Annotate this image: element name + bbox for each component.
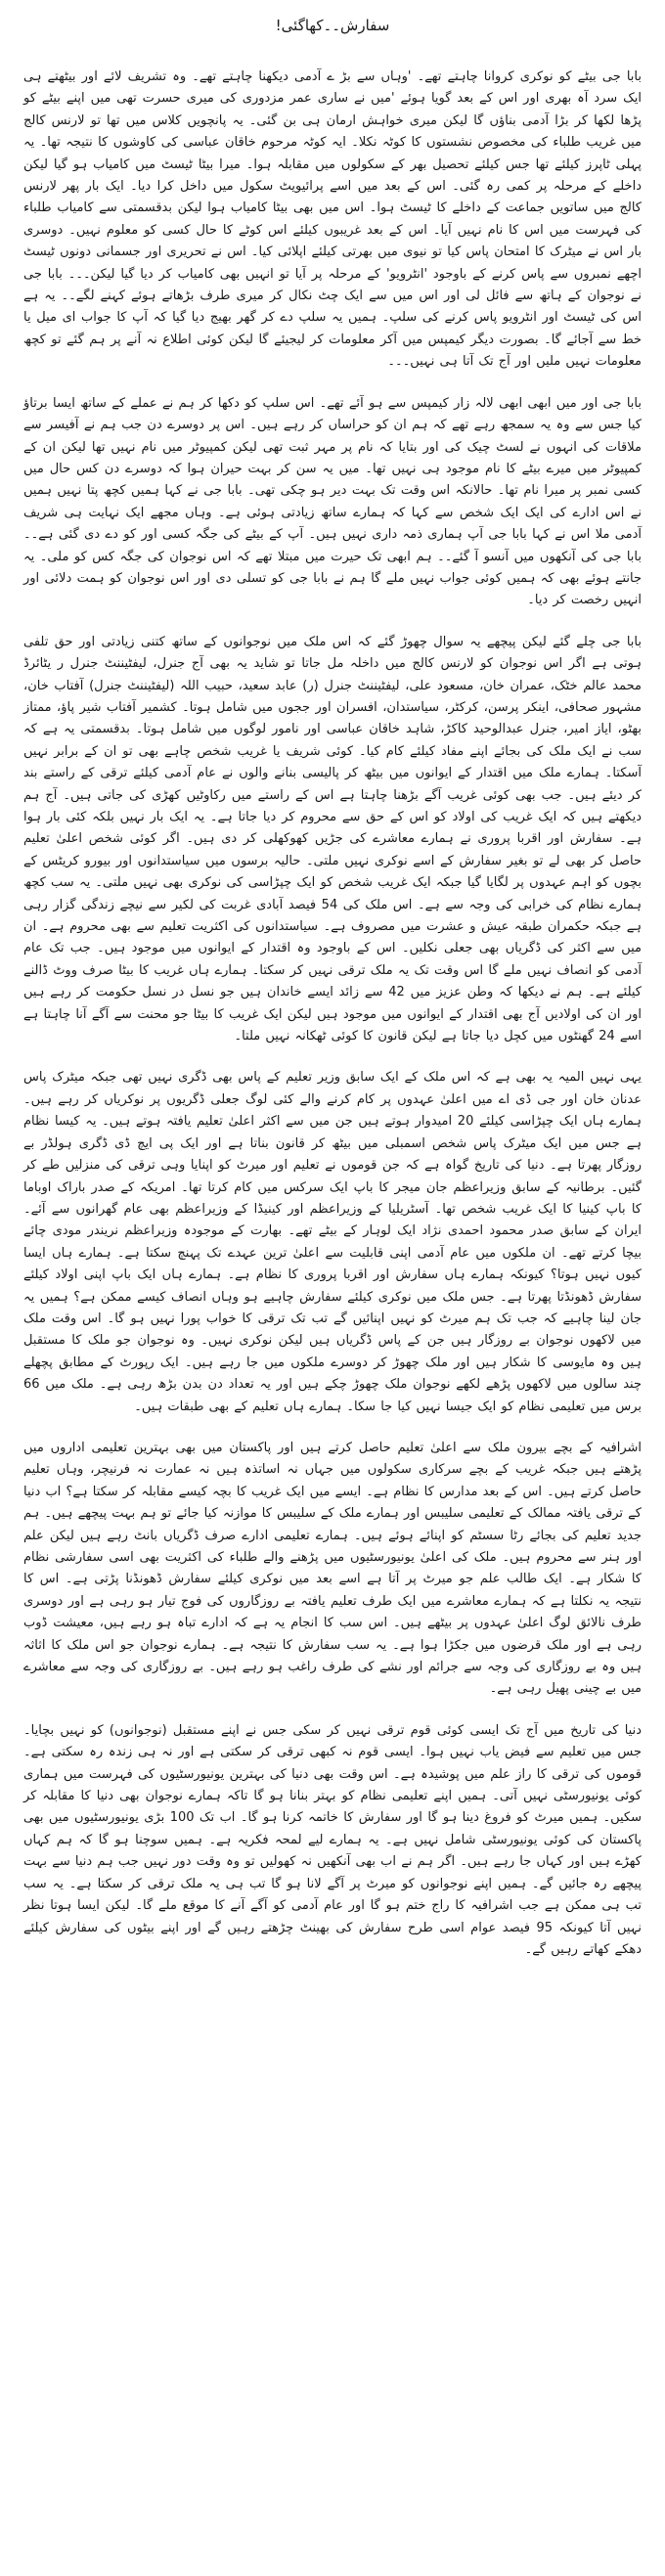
article-paragraph-2: بابا جی اور میں ابھی ابھی لالہ زار کیمپس سے ہو آئے تھے۔ اس سلپ کو دکھا کر ہم نے عملے کے ساتھ ایسا برتاؤ کیا جس سے وہ یہ سمجھ رہے تھے کہ ہم ان کو حراساں کر رہے ہیں۔ اس پر دوسرے دن جب ہم نے آفیسر سے ملاقات کی انہوں نے لسٹ چیک کی اور بتایا کہ نام پر مہر ثبت تھی لیکن کمپیوٹر میں نام نہیں تھا لیکن ان کے کمپیوٹر میں میرے بیٹے کا نام موجود ہی نہیں تھا۔ میں یہ سن کر بہت حیران ہوا کہ دوسرے دن کس حال میں کسی نمبر پر میرا نام تھا۔ حالانکہ اس وقت تک بہت دیر ہو چکی تھی۔ بابا جی نے کہا ہمیں کچھ پتا نہیں ہمیں نے اس ادارے کی ایک ایک شخص سے کہا کہ ہمارے ساتھ زیادتی ہوئی ہے۔ وہاں مجھے ایک نہایت ہی شریف آدمی ملا اس نے کہا بابا جی آپ ہماری ذمہ داری نہیں ہیں۔ آپ کے بیٹے کی جگہ کسی اور کو دے دی گئی ہے۔۔ بابا جی کی آنکھوں میں آنسو آ گئے۔۔ ہم ابھی تک حیرت میں مبتلا تھے کہ اس نوجوان کی جگہ کس کو ملی۔ یہ جانتے ہوئے بھی کہ ہمیں کوئی جواب نہیں ملے گا ہم نے بابا جی کو تسلی دی اور اس نوجوان کو ہمت دلائی اور انہیں رخصت کر دیا۔ bbox=[23, 395, 642, 608]
article-paragraph-6: دنیا کی تاریخ میں آج تک ایسی کوئی قوم ترقی نہیں کر سکی جس نے اپنے مستقبل (نوجوانوں) کو نہیں بچایا۔ جس میں تعلیم سے فیض یاب نہیں ہوا۔ ایسی قوم نہ کبھی ترقی کر سکتی ہے اور نہ ہی زندہ رہ سکتی ہے۔ قوموں کی ترقی کا راز علم میں پوشیدہ ہے۔ اس وقت بھی دنیا کی بہترین یونیورسٹیوں کی فہرست میں ہماری کوئی یونیورسٹی نہیں آتی۔ ہمیں اپنے تعلیمی نظام کو بہتر بنانا ہو گا تاکہ ہمارے نوجوان بھی دنیا کا مقابلہ کر سکیں۔ ہمیں میرٹ کو فروغ دینا ہو گا اور سفارش کا خاتمہ کرنا ہو گا۔ اب تک 100 بڑی یونیورسٹیوں میں بھی پاکستان کی کوئی یونیورسٹی شامل نہیں ہے۔ یہ ہمارے لیے لمحہ فکریہ ہے۔ ہمیں سوچنا ہو گا کہ ہم کہاں کھڑے ہیں اور کہاں جا رہے ہیں۔ اگر ہم نے اب بھی آنکھیں نہ کھولیں تو وہ وقت دور نہیں جب ہم دنیا سے بہت پیچھے رہ جائیں گے۔ ہمیں اپنے نوجوانوں کو میرٹ پر آگے لانا ہو گا تب ہی یہ ملک ترقی کر سکتا ہے۔ یہ سب تب ہی ممکن ہے جب اشرافیہ کا راج ختم ہو گا اور عام آدمی کو آگے آنے کا موقع ملے گا۔ لیکن ایسا ہوتا نظر نہیں آتا کیونکہ 95 فیصد عوام اسی طرح سفارش کی بھینٹ چڑھتے رہیں گے اور اپنے بیٹوں کی سفارش کیلئے دھکے کھاتے رہیں گے۔ bbox=[23, 1722, 643, 1957]
article-paragraph-3: بابا جی چلے گئے لیکن پیچھے یہ سوال چھوڑ گئے کہ اس ملک میں نوجوانوں کے ساتھ کتنی زیادتی اور حق تلفی ہوتی ہے اگر اس نوجوان کو لارنس کالج میں داخلہ مل جاتا تو شاید یہ بھی آج جنرل، لیفٹیننٹ جنرل ر یٹائرڈ محمد عالم خٹک، عمران خان، مسعود علی، لیفٹیننٹ جنرل (ر) عابد سعید، حبیب اللہ (لیفٹیننٹ جنرل) آفتاب خان، مشہور صحافی، اینکر پرسن، کرکٹر، سیاستدان، افسران اور ججوں میں شامل ہوتا۔ کشمیر آفتاب شیر پاؤ، ممتاز بھٹو، ایاز امیر، جنرل عبدالوحید کاکڑ، شاہد خاقان عباسی اور نامور لوگوں میں شامل ہوتا۔ بدقسمتی یہ ہے کہ سب نے ایک ملک کی بجائے اپنے مفاد کیلئے کام کیا۔ کوئی شریف یا غریب شخص چاہے بھی تو ان کے برابر نہیں آسکتا۔ ہمارے ملک میں اقتدار کے ایوانوں میں بیٹھ کر پالیسی بنانے والوں نے عام آدمی کیلئے ترقی کے راستے بند کر دیئے ہیں۔ جب بھی کوئی غریب آگے بڑھنا چاہتا ہے اس کے راستے میں رکاوٹیں کھڑی کی جاتی ہیں۔ آج ہم دیکھتے ہیں کہ ایک غریب کی اولاد کو اس کے حق سے محروم کر دیا جاتا ہے۔ یہ ایک بار نہیں بلکہ کئی بار ہوا ہے۔ سفارش اور اقربا پروری نے ہمارے معاشرے کی جڑیں کھوکھلی کر دی ہیں۔ اگر کوئی شخص اعلیٰ تعلیم حاصل کر بھی لے تو بغیر سفارش کے اسے نوکری نہیں ملتی۔ حالیہ برسوں میں سیاستدانوں اور بیورو کریٹس کے بچوں کو اہم عہدوں پر لگایا گیا جبکہ ایک غریب شخص کو ایک چپڑاسی کی نوکری بھی نہیں ملتی۔ یہ سب کچھ ہمارے نظام کی خرابی کی وجہ سے ہے۔ اس ملک کی 54 فیصد آبادی غربت کی لکیر سے نیچے زندگی گزار رہی ہے جبکہ حکمران طبقہ عیش و عشرت میں مصروف ہے۔ سیاستدانوں کی اکثریت تعلیم سے بھی محروم ہے۔ ان میں سے اکثر کی ڈگریاں بھی جعلی نکلیں۔ اس کے باوجود وہ اقتدار کے ایوانوں میں موجود ہیں۔ جب تک عام آدمی کو انصاف نہیں ملے گا اس وقت تک یہ ملک ترقی نہیں کر سکتا۔ ہمارے ہاں غریب کا بیٹا صرف ووٹ ڈالنے کیلئے ہے۔ ہم نے دیکھا کہ وطن عزیز میں 42 سے زائد ایسے خاندان ہیں جو نسل در نسل حکومت کر رہے ہیں اور ان کی اولادیں آج بھی اقتدار کے ایوانوں میں موجود ہیں لیکن ایک غریب کا بیٹا جو محنت سے آگے آنا چاہتا ہے اسے 24 گھنٹوں میں کچل دیا جاتا ہے لیکن قانون کا کوئی ٹھکانہ نہیں ملتا۔ bbox=[23, 634, 642, 1044]
article-title: سفارش۔۔کھاگئی! bbox=[275, 17, 390, 34]
article-paragraph-1: بابا جی بیٹے کو نوکری کروانا چاہتے تھے۔ 'وہاں سے بڑ ے آدمی دیکھنا چاہتے تھے۔ وہ تشریف لائے اور بیٹھتے ہی ایک سرد آہ بھری اور اس کے بعد گویا ہوئے 'میں نے ساری عمر مزدوری کی میری حسرت تھی میں اپنے بیٹے کو پڑھا لکھا کر بڑا آدمی بناؤں گا لیکن میری خواہش ارمان ہی بن گئی۔ یہ پانچویں کلاس میں تھا تو لارنس کالج میں غریب طلباء کی مخصوص نشستوں کا کوٹہ نکلا۔ ایہ کوٹہ مرحوم خاقان عباسی کی کاوشوں کا نتیجہ تھا۔ یہ پہلی ٹاپرز کیلئے تھا جس کیلئے تحصیل بھر کے سکولوں میں مقابلہ ہوا۔ میرا بیٹا ٹیسٹ میں کامیاب ہو گیا لیکن داخلے کے مرحلہ پر کمی رہ گئی۔ اس کے بعد میں اسے پرائیویٹ سکول میں داخل کرا دیا۔ ایک بار پھر لارنس کالج میں ساتویں جماعت کے داخلے کا ٹیسٹ ہوا۔ اس میں بھی بیٹا کامیاب ہوا لیکن بدقسمتی سے کامیاب طلباء کی فہرست میں اس کا نام نہیں آیا۔ اس کے بعد غریبوں کیلئے اس کوٹے کا حال کسی کو معلوم نہیں۔ دوسری بار اس نے میٹرک کا امتحان پاس کیا تو نیوی میں بھرتی کیلئے اپلائی کیا۔ اس نے تحریری اور جسمانی دونوں ٹیسٹ اچھے نمبروں سے پاس کرنے کے باوجود 'انٹرویو' کے مرحلہ پر آیا تو انہیں بھی کامیاب کر دیا گیا لیکن۔۔۔ بابا جی نے نوجوان کے ہاتھ سے فائل لی اور اس میں سے ایک چٹ نکال کر میری طرف بڑھاتے ہوئے کہنے لگے۔۔ یہ ہے اس کی ٹیسٹ اور انٹرویو پاس کرنے کی سلپ۔ ہمیں یہ سلپ دے کر گھر بھیج دیا گیا کہ آپ کا جواب ای میل یا خط سے آجائے گا۔ بصورت دیگر کیمپس میں آکر معلومات کر لیجیئے گا لیکن کوئی اطلاع نہ آنے پر ہم گئے تو کچھ معلومات نہیں ملیں اور آج تک آتا ہی نہیں۔۔۔ bbox=[23, 69, 642, 370]
article-paragraph-5: اشرافیہ کے بچے بیرون ملک سے اعلیٰ تعلیم حاصل کرتے ہیں اور پاکستان میں بھی بہترین تعلیمی اداروں میں پڑھتے ہیں جبکہ غریب کے بچے سرکاری سکولوں میں جہاں نہ اساتذہ ہیں نہ عمارت نہ فرنیچر، وہاں تعلیم حاصل کرتے ہیں۔ اس کے بعد مدارس کا نظام ہے۔ ایسے میں ایک غریب کا بچہ کیسے مقابلہ کر سکتا ہے؟ اب دنیا کے ترقی یافتہ ممالک کے تعلیمی سلیبس اور ہمارے ملک کے سلیبس کا موازنہ کیا جائے تو ہم بہت پیچھے ہیں۔ ہم جدید تعلیم کی بجائے رٹا سسٹم کو اپنائے ہوئے ہیں۔ ہمارے تعلیمی ادارے صرف ڈگریاں بانٹ رہے ہیں لیکن علم اور ہنر سے محروم ہیں۔ ملک کی اعلیٰ یونیورسٹیوں میں پڑھنے والے طلباء کی اکثریت بھی اسی سفارشی نظام کا شکار ہے۔ ایک طالب علم جو میرٹ پر آتا ہے اسے بعد میں نوکری کیلئے سفارش ڈھونڈنا پڑتی ہے۔ اس کا نتیجہ یہ نکلتا ہے کہ ہمارے معاشرے میں ایک طرف تعلیم یافتہ بے روزگاروں کی فوج تیار ہو رہی ہے اور دوسری طرف نالائق لوگ اعلیٰ عہدوں پر بیٹھے ہیں۔ اس سب کا انجام یہ ہے کہ ادارے تباہ ہو رہے ہیں، معیشت ڈوب رہی ہے اور ملک قرضوں میں جکڑا ہوا ہے۔ یہ سب سفارش کا نتیجہ ہے۔ ہمارے نوجوان جو اس ملک کا اثاثہ ہیں وہ بے روزگاری کی وجہ سے جرائم اور نشے کی طرف راغب ہو رہے ہیں۔ بے روزگاری کی وجہ سے معاشرے میں بے چینی پھیل رہی ہے۔ bbox=[23, 1440, 642, 1697]
article-paragraph-4: یہی نہیں المیہ یہ بھی ہے کہ اس ملک کے ایک سابق وزیر تعلیم کے پاس بھی ڈگری نہیں تھی جبکہ میٹرک پاس عدنان خان اور جی ڈی اے میں اعلیٰ عہدوں پر کام کرنے والے کئی لوگ جعلی ڈگریوں پر نوکریاں کر رہے ہیں۔ ہمارے ہاں ایک چپڑاسی کیلئے 20 امیدوار ہوتے ہیں جن میں سے اکثر اعلیٰ تعلیم یافتہ ہوتے ہیں۔ یہ کیسا نظام ہے جس میں ایک میٹرک پاس شخص اسمبلی میں بیٹھ کر قانون بناتا ہے اور ایک پی ایچ ڈی ڈگری ہولڈر بے روزگار پھرتا ہے۔ دنیا کی تاریخ گواہ ہے کہ جن قوموں نے تعلیم اور میرٹ کو اپنایا وہی ترقی کی منزلیں طے کر گئیں۔ برطانیہ کے سابق وزیراعظم جان میجر کا باپ ایک سرکس میں کام کرتا تھا۔ امریکہ کے صدر باراک اوباما کا باپ کینیا کا ایک غریب شخص تھا۔ آسٹریلیا کے وزیراعظم اور کینیڈا کے وزیراعظم بھی عام گھرانوں سے آئے۔ ایران کے سابق صدر محمود احمدی نژاد ایک لوہار کے بیٹے تھے۔ بھارت کے موجودہ وزیراعظم نریندر مودی چائے بیچا کرتے تھے۔ ان ملکوں میں عام آدمی اپنی قابلیت سے اعلیٰ ترین عہدے تک پہنچ سکتا ہے۔ ہمارے ہاں ایسا کیوں نہیں ہوتا؟ کیونکہ ہمارے ہاں سفارش اور اقربا پروری کا نظام ہے۔ ہمارے ہاں ایک باپ اپنی اولاد کیلئے سفارش ڈھونڈتا پھرتا ہے۔ جس ملک میں نوکری کیلئے سفارش چاہیے ہو وہاں انصاف کیسے ممکن ہے؟ ہمیں یہ جان لینا چاہیے کہ جب تک ہم میرٹ کو نہیں اپنائیں گے تب تک ترقی کا خواب پورا نہیں ہو گا۔ اس وقت ملک میں لاکھوں نوجوان بے روزگار ہیں جن کے پاس ڈگریاں ہیں لیکن نوکری نہیں۔ وہ نوجوان جو ملک کا مستقبل ہیں وہ مایوسی کا شکار ہیں اور ملک چھوڑ کر دوسرے ملکوں میں جا رہے ہیں۔ ایک رپورٹ کے مطابق پچھلے چند سالوں میں لاکھوں پڑھے لکھے نوجوان ملک چھوڑ چکے ہیں اور یہ تعداد دن بدن بڑھ رہی ہے۔ ملک میں 66 برس میں تعلیمی نظام کو ایک جیسا نہیں کیا جا سکا۔ ہمارے ہاں تعلیم کے بھی طبقات ہیں۔ bbox=[23, 1070, 642, 1414]
